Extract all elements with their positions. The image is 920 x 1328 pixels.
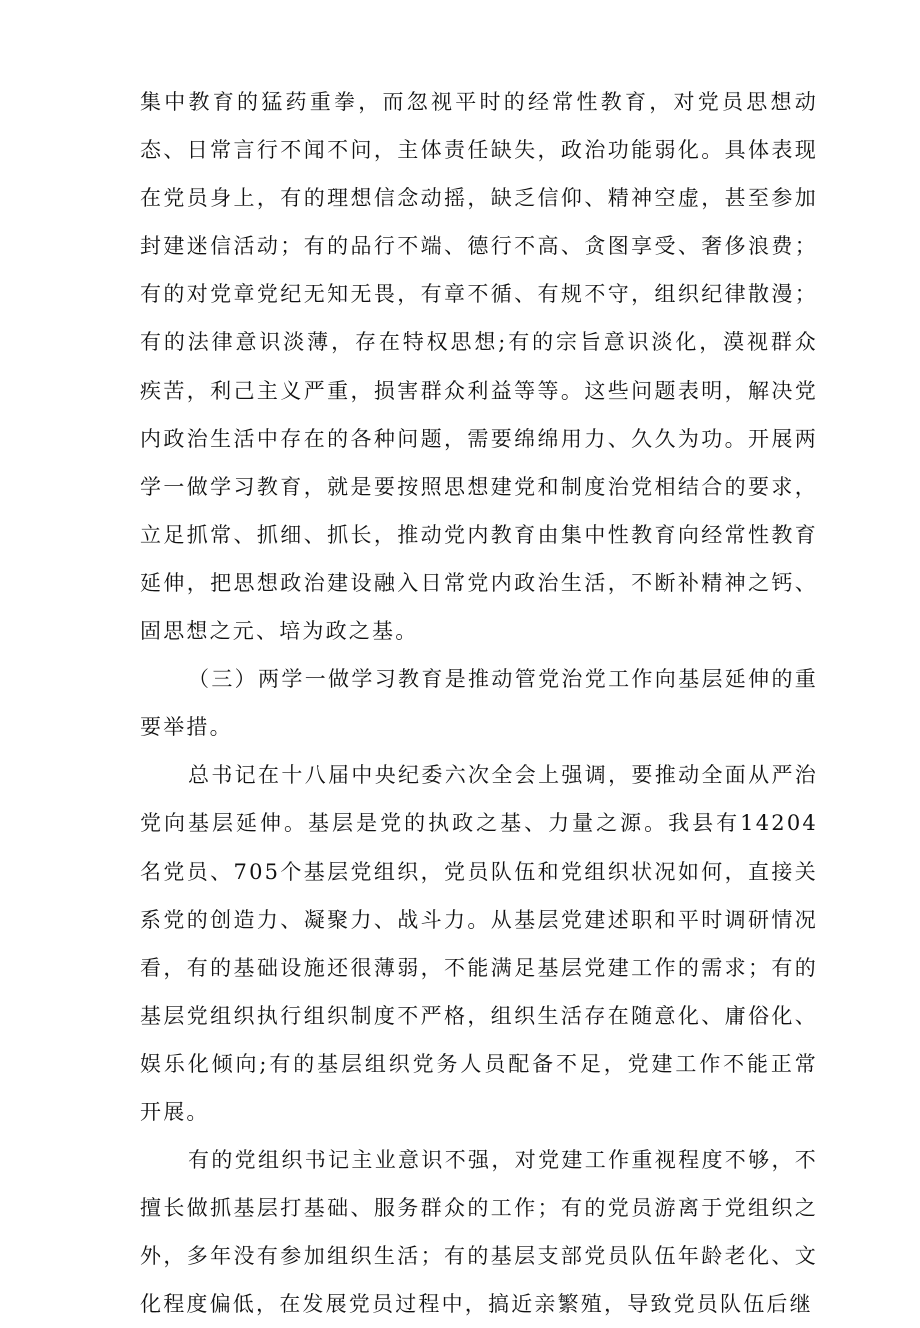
document-body xyxy=(140,78,818,1328)
paragraph-grassroots-extension: 总书记在十八届中央纪委六次全会上强调，要推动全面从严治党向基层延伸。基层是党的执政之基、力量之源。我县有14204名党员、705个基层党组织，党员队伍和党组织状况如何，直接关系党的创造力、凝聚力、战斗力。从基层党建述职和平时调研情况看，有的基础设施还很薄弱，不能满足基层党建工作的需求；有的基层党组织执行组织制度不严格，组织生活存在随意化、庸俗化、娱乐化倾向;有的基层组织党务人员配备不足，党建工作不能正常开展。 xyxy=(140,763,818,1124)
section-heading-three: （三）两学一做学习教育是推动管党治党工作向基层延伸的重要举措。 xyxy=(140,667,818,740)
paragraph-party-secretary-issues: 有的党组织书记主业意识不强，对党建工作重视程度不够，不擅长做抓基层打基础、服务群众的工作；有的党员游离于党组织之外，多年没有参加组织生活；有的基层支部党员队伍年龄老化、文化程度偏低，在发展党员过程中，搞近亲繁殖，导致党员队伍后继 xyxy=(140,1148,818,1317)
paragraph-education-issues: 集中教育的猛药重拳，而忽视平时的经常性教育，对党员思想动态、日常言行不闻不问，主体责任缺失，政治功能弱化。具体表现在党员身上，有的理想信念动摇，缺乏信仰、精神空虚，甚至参加封建迷信活动；有的品行不端、德行不高、贪图享受、奢侈浪费；有的对党章党纪无知无畏，有章不循、有规不守，组织纪律散漫；有的法律意识淡薄，存在特权思想;有的宗旨意识淡化，漠视群众疾苦，利己主义严重，损害群众利益等等。这些问题表明，解决党内政治生活中存在的各种问题，需要绵绵用力、久久为功。开展两学一做学习教育，就是要按照思想建党和制度治党相结合的要求，立足抓常、抓细、抓长，推动党内教育由集中性教育向经常性教育延伸，把思想政治建设融入日常党内政治生活，不断补精神之钙、固思想之元、培为政之基。 xyxy=(140,90,818,644)
